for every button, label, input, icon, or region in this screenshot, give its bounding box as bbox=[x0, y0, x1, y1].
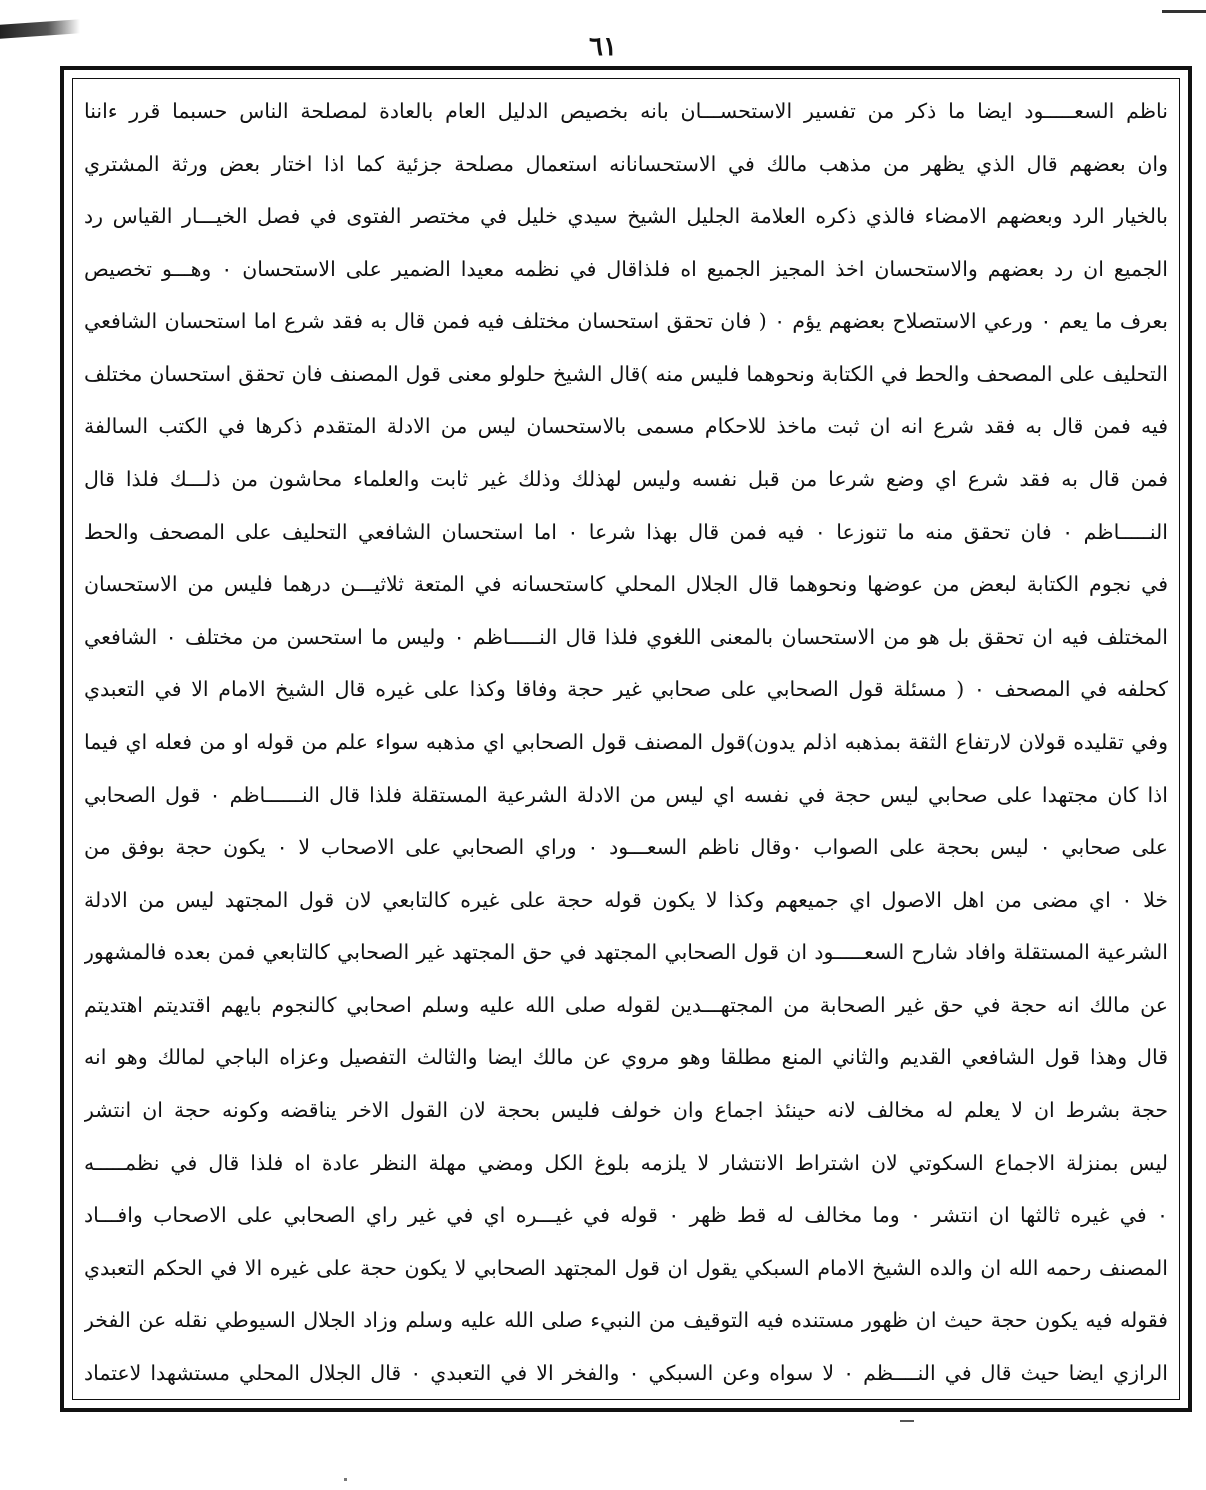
text-line: الشرعية المستقلة وافاد شارح السعـــــود ان قول الصحابي المجتهد في حق المجتهد غير الصحابي كالتابعي فمن بعده فالمشهور bbox=[84, 940, 1168, 965]
text-line: ليس بمنزلة الاجماع السكوتي لان اشتراط الانتشار لا يلزمه بلوغ الكل ومضي مهلة النظر عادة اه فلذا قال في نظمـــــه bbox=[84, 1150, 1168, 1175]
text-line: عن مالك انه حجة في حق غير الصحابة من المجتهـــدين لقوله صلى الله عليه وسلم اصحابي كالنجوم بايهم اقتديتم اهتديتم bbox=[84, 992, 1168, 1017]
text-line: بالخيار الرد وبعضهم الامضاء فالذي ذكره العلامة الجليل الشيخ سيدي خليل في مختصر الفتوى في فصل الخيـــار القياس رد bbox=[84, 204, 1168, 229]
text-line: على صحابي ٠ ليس بحجة على الصواب ٠وقال ناظم السعـــود ٠ وراي الصحابي على الاصحاب لا ٠ يكون حجة بوفق من bbox=[84, 835, 1168, 860]
text-line: قال وهذا قول الشافعي القديم والثاني المنع مطلقا وهو مروي عن مالك ايضا والثالث التفصيل وعزاه الباجي لمالك وهو انه bbox=[84, 1045, 1168, 1070]
scan-artifact-right bbox=[1162, 10, 1206, 13]
text-line: فقوله فيه يكون حجة حيث ان ظهور مستنده فيه التوقيف من النبيء صلى الله عليه وسلم وزاد الجلال السيوطي نقله عن الفخر bbox=[84, 1308, 1168, 1333]
text-line: المختلف فيه ان تحقق بل هو من الاستحسان بالمعنى اللغوي فلذا قال النـــــاظم ٠ وليس ما استحسن من مختلف ٠ الشافعي bbox=[84, 624, 1168, 649]
text-line: ٠ في غيره ثالثها ان انتشر ٠ وما مخالف له قط ظهر ٠ قوله في غيـــره اي في غير راي الصحابي على الاصحاب وافـــاد bbox=[84, 1203, 1168, 1228]
text-line: الجميع ان رد بعضهم والاستحسان اخذ المجيز الجميع اه فلذاقال في نظمه معيدا الضمير على الاستحسان ٠ وهـــو تخصيص bbox=[84, 256, 1168, 281]
text-line: التحليف على المصحف والحط في الكتابة ونحوهما فليس منه )قال الشيخ حلولو معنى قول المصنف فان تحقق استحسان مختلف bbox=[84, 361, 1168, 386]
text-line: فمن قال به فقد شرع اي وضع شرعا من قبل نفسه وليس لهذلك وذلك غير ثابت والعلماء محاشون من ذلـــك فلذا قال bbox=[84, 467, 1168, 492]
text-line: الرازي ايضا حيث قال في النــــظم ٠ لا سواه وعن السبكي ٠ والفخر الا في التعبدي ٠ قال الجلال المحلي مستشهدا لاعتماد bbox=[84, 1360, 1168, 1385]
scan-artifact-dot bbox=[344, 1478, 347, 1481]
text-line: في نجوم الكتابة لبعض من عوضها ونحوهما قال الجلال المحلي كاستحسانه في المتعة ثلاثيـــن درهما فليس من الاستحسان bbox=[84, 572, 1168, 597]
page-number: ٦١ bbox=[589, 32, 617, 62]
body-text bbox=[84, 92, 1168, 1392]
text-line: ناظم السعـــــود ايضا ما ذكر من تفسير الاستحســـان بانه بخصيص الدليل العام بالعادة لمصلحة الناس حسبما قرر ءاننا bbox=[84, 99, 1168, 123]
scan-artifact-mark bbox=[900, 1420, 914, 1422]
text-line: خلا ٠ اي مضى من اهل الاصول اي جميعهم وكذا لا يكون قوله حجة على غيره كالتابعي لان قول المجتهد ليس من الادلة bbox=[84, 887, 1168, 912]
text-line: وفي تقليده قولان لارتفاع الثقة بمذهبه اذلم يدون)قول المصنف قول الصحابي اي مذهبه سواء علم من قوله او من فعله اي فيما bbox=[84, 729, 1168, 754]
text-line: فيه فمن قال به فقد شرع انه ان ثبت ماخذ للاحكام مسمى بالاستحسان ليس من الادلة المتقدم ذكرها في الكتب السالفة bbox=[84, 414, 1168, 439]
text-line: وان بعضهم قال الذي يظهر من مذهب مالك في الاستحسانانه استعمال مصلحة جزئية كما اذا اختار بعض ورثة المشتري bbox=[84, 151, 1168, 176]
text-line: حجة بشرط ان لا يعلم له مخالف لانه حينئذ اجماع وان خولف فليس بحجة لان القول الاخر يناقضه وكونه حجة ان انتشر bbox=[84, 1097, 1168, 1122]
text-line: المصنف رحمه الله ان والده الشيخ الامام السبكي يقول ان قول المجتهد الصحابي لا يكون حجة على غيره الا في الحكم التعبدي bbox=[84, 1255, 1168, 1280]
text-line: كحلفه في المصحف ٠ ( مسئلة قول الصحابي على صحابي غير حجة وفاقا وكذا على غيره قال الشيخ الامام الا في التعبدي bbox=[84, 677, 1168, 702]
text-line: النـــــاظم ٠ فان تحقق منه ما تنوزعا ٠ فيه فمن قال بهذا شرعا ٠ اما استحسان الشافعي التحليف على المصحف والحط bbox=[84, 519, 1168, 544]
text-line: بعرف ما يعم ٠ ورعي الاستصلاح بعضهم يؤم ٠ ( فان تحقق استحسان مختلف فيه فمن قال به فقد شرع اما استحسان الشافعي bbox=[84, 309, 1168, 334]
text-line: اذا كان مجتهدا على صحابي ليس حجة في نفسه اي ليس من الادلة الشرعية المستقلة فلذا قال النــــــاظم ٠ قول الصحابي bbox=[84, 782, 1168, 807]
